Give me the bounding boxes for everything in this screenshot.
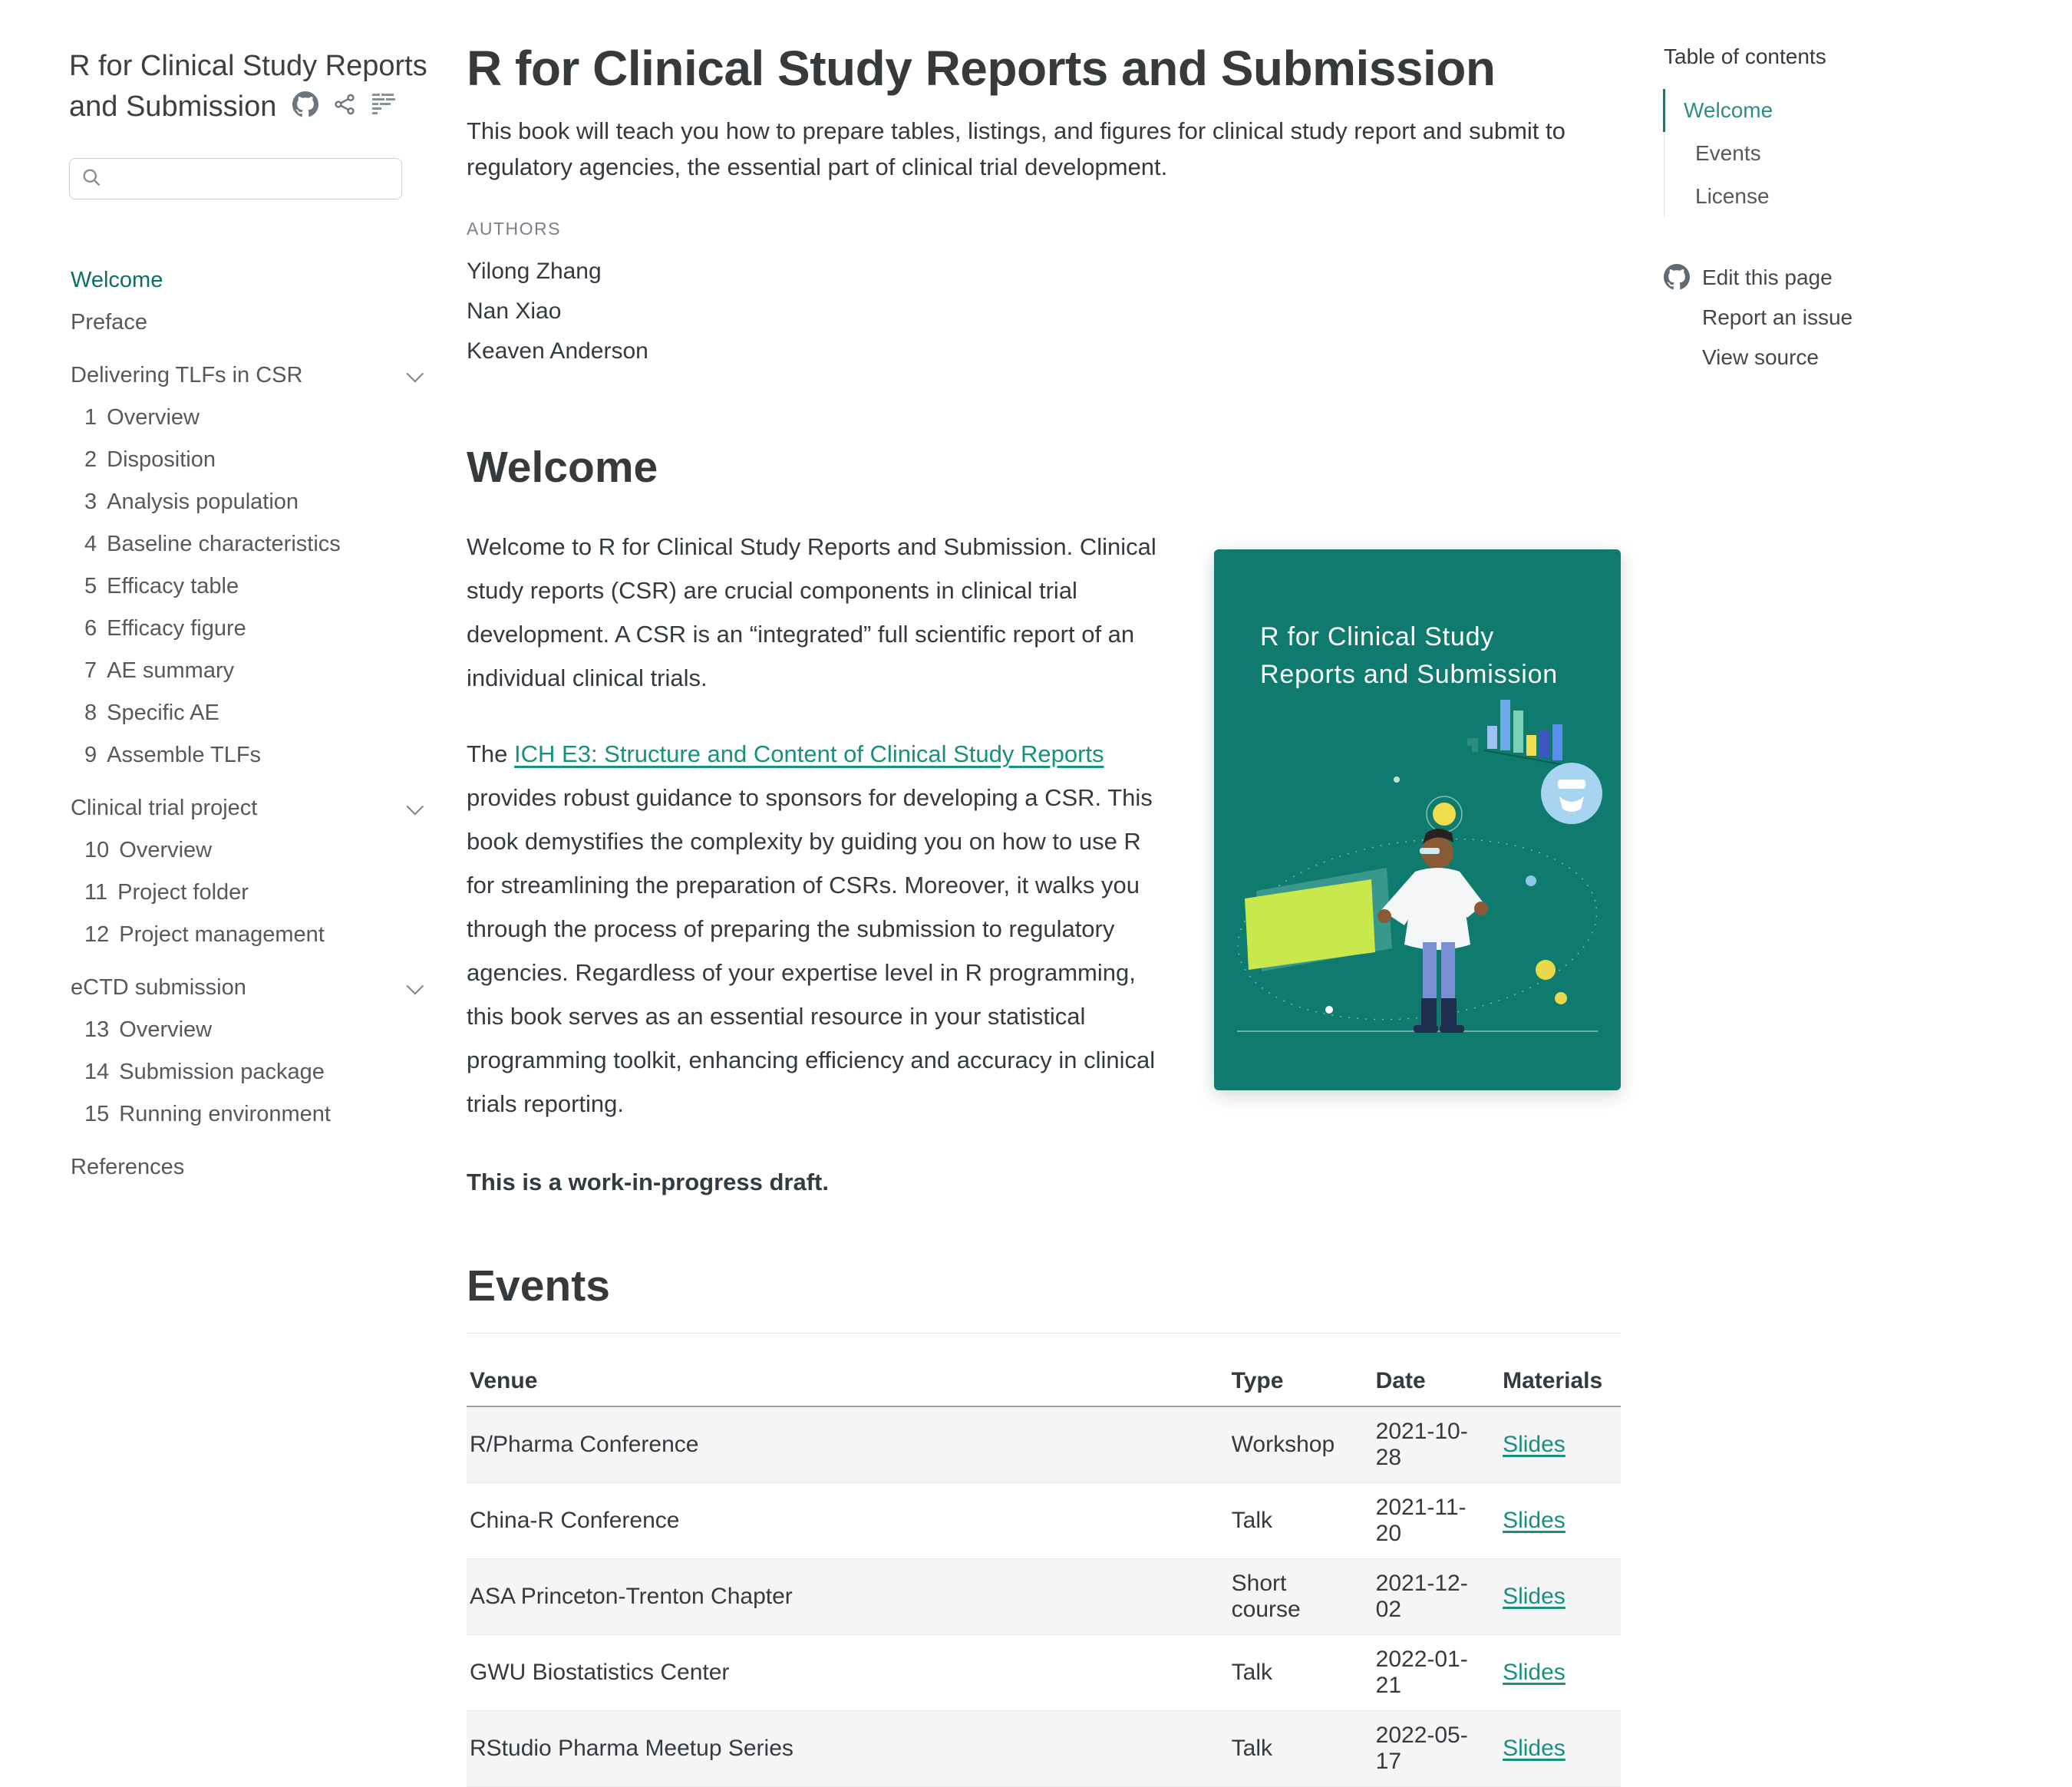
toc-item-license[interactable]: License (1695, 184, 1770, 208)
view-source-link[interactable]: View source (1702, 345, 1820, 369)
page-toc (1664, 45, 2040, 378)
column-header-materials: Materials (1500, 1357, 1621, 1406)
column-header-venue: Venue (467, 1357, 1229, 1406)
sidebar-item-overview-1[interactable]: 1 Overview (84, 405, 200, 430)
sidebar-item-disposition[interactable]: 2 Disposition (84, 447, 216, 473)
search-input[interactable] (110, 167, 391, 191)
draft-note: This is a work-in-progress draft. (467, 1169, 829, 1195)
sidebar-item-efficacy-table[interactable]: 5 Efficacy table (84, 574, 239, 599)
cover-title: R for Clinical Study Reports and Submission (1260, 622, 1559, 690)
welcome-heading: Welcome (467, 443, 658, 492)
author-name: Keaven Anderson (467, 338, 648, 364)
events-divider (467, 1333, 1621, 1334)
book-title-text: R for Clinical Study Reports and Submission (69, 50, 427, 124)
welcome-section (467, 525, 1621, 1196)
github-icon[interactable] (292, 91, 318, 117)
search-icon (81, 167, 102, 192)
events-table (467, 1357, 1621, 1787)
table-row: R/Pharma Conference Workshop 2021-10-28 Slides (467, 1406, 1621, 1483)
slides-link[interactable]: Slides (1503, 1660, 1566, 1685)
welcome-paragraph-2: The ICH E3: Structure and Content of Clinical Study Reports provides robust guidance to sponsors for developing a CSR. This book demystifies the complexity by guiding you on how to use R for streamlining the preparation of CSRs. Moreover, it walks you through the process of preparing the submission to regulatory agencies. Regardless of your expertise level in R programming, this book serves as an essential resource in your statistical programming toolkit, enhancing efficiency and accuracy in clinical trials reporting. (467, 740, 1156, 1117)
sidebar-item-baseline-characteristics[interactable]: 4 Baseline characteristics (84, 532, 341, 557)
author-name: Yilong Zhang (467, 259, 602, 284)
table-row: RStudio Pharma Meetup Series Talk 2022-05-17 Slides (467, 1711, 1621, 1787)
sidebar-item-efficacy-figure[interactable]: 6 Efficacy figure (84, 616, 246, 641)
ich-e3-link[interactable]: ICH E3: Structure and Content of Clinical Study Reports (514, 740, 1104, 767)
sidebar-item-analysis-population[interactable]: 3 Analysis population (84, 490, 299, 515)
reader-icon[interactable] (371, 91, 398, 117)
report-an-issue-link[interactable]: Report an issue (1702, 305, 1853, 329)
authors-label: AUTHORS (467, 219, 561, 239)
sidebar-item-overview-10[interactable]: 10 Overview (84, 838, 213, 863)
sidebar-section-clinical-trial-project[interactable]: Clinical trial project (69, 787, 431, 829)
chevron-down-icon[interactable] (407, 798, 424, 816)
sidebar-item-running-environment[interactable]: 15 Running environment (84, 1102, 331, 1127)
sidebar-item-references[interactable]: References (71, 1155, 185, 1180)
sidebar-nav (69, 259, 431, 1189)
slides-link[interactable]: Slides (1503, 1432, 1566, 1457)
chevron-down-icon[interactable] (407, 365, 424, 383)
sidebar-item-project-management[interactable]: 12 Project management (84, 922, 325, 948)
author-name: Nan Xiao (467, 298, 562, 324)
table-row: GWU Biostatistics Center Talk 2022-01-21 Slides (467, 1635, 1621, 1711)
book-title (69, 46, 431, 127)
sidebar-section-ectd-submission[interactable]: eCTD submission (69, 967, 431, 1009)
welcome-paragraph-1: Welcome to R for Clinical Study Reports and Submission. Clinical study reports (CSR) are crucial components in clinical trial development. A CSR is an “integrated” full scientific report of an individual clinical trials. (467, 533, 1156, 691)
share-icon[interactable] (332, 92, 357, 117)
book-cover (1214, 549, 1621, 1090)
authors-block (467, 219, 1621, 371)
sidebar (69, 46, 431, 1189)
table-row: ASA Princeton-Trenton Chapter Short course 2021-12-02 Slides (467, 1559, 1621, 1635)
sidebar-item-submission-package[interactable]: 14 Submission package (84, 1060, 325, 1085)
page-title: R for Clinical Study Reports and Submission (467, 41, 1496, 96)
slides-link[interactable]: Slides (1503, 1584, 1566, 1609)
sidebar-item-preface[interactable]: Preface (71, 310, 147, 335)
slides-link[interactable]: Slides (1503, 1508, 1566, 1533)
sidebar-item-specific-ae[interactable]: 8 Specific AE (84, 701, 219, 726)
events-heading: Events (467, 1261, 610, 1311)
sidebar-item-project-folder[interactable]: 11 Project folder (84, 880, 249, 905)
edit-this-page-link[interactable]: Edit this page (1664, 258, 2040, 298)
sidebar-item-welcome[interactable]: Welcome (71, 268, 163, 293)
table-row: China-R Conference Talk 2021-11-20 Slides (467, 1483, 1621, 1559)
toc-item-welcome[interactable]: Welcome (1663, 89, 2040, 132)
sidebar-item-ae-summary[interactable]: 7 AE summary (84, 658, 235, 684)
toc-heading: Table of contents (1664, 45, 1826, 68)
sidebar-item-assemble-tlfs[interactable]: 9 Assemble TLFs (84, 743, 262, 768)
slides-link[interactable]: Slides (1503, 1736, 1566, 1761)
github-icon (1664, 264, 1690, 295)
main-content (467, 40, 1621, 1787)
column-header-date: Date (1373, 1357, 1500, 1406)
toc-item-events[interactable]: Events (1695, 141, 1761, 165)
page-description: This book will teach you how to prepare tables, listings, and figures for clinical study report and submit to regulatory agencies, the essential part of clinical trial development. (467, 117, 1566, 180)
sidebar-item-overview-13[interactable]: 13 Overview (84, 1017, 213, 1043)
column-header-type: Type (1229, 1357, 1373, 1406)
search-box[interactable] (69, 158, 402, 199)
chevron-down-icon[interactable] (407, 978, 424, 995)
sidebar-section-delivering-tlfs[interactable]: Delivering TLFs in CSR (69, 354, 431, 397)
